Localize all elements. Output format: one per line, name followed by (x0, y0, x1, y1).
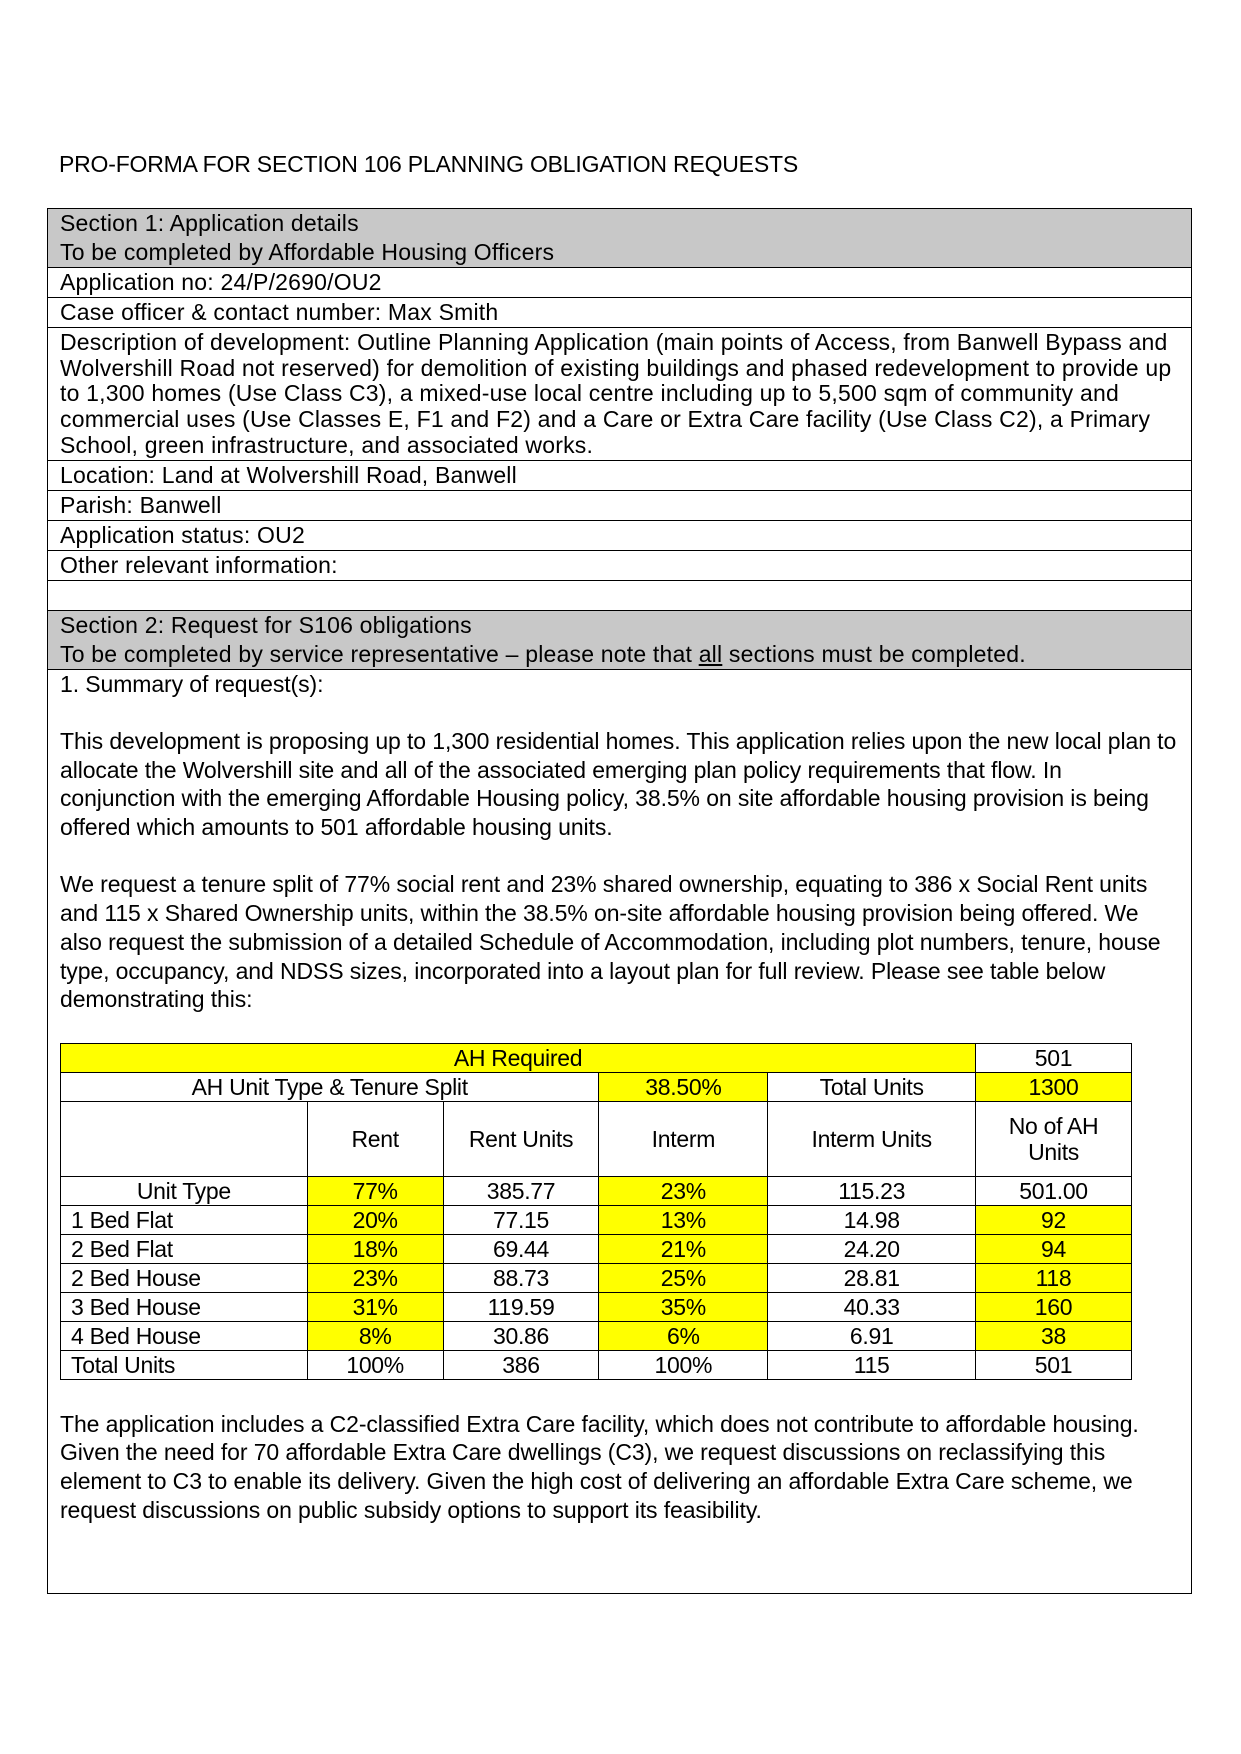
total-units-label: Total Units (768, 1072, 976, 1101)
table-cell: 4 Bed House (61, 1321, 308, 1350)
table-row (61, 1321, 1132, 1350)
table-cell: 25% (599, 1263, 768, 1292)
sub-underlined: all (698, 640, 723, 667)
split-label: AH Unit Type & Tenure Split (61, 1072, 599, 1101)
column-header: No of AH Units (976, 1101, 1132, 1176)
table-cell: 94 (976, 1234, 1132, 1263)
table-cell: 77.15 (443, 1205, 599, 1234)
ah-required-row (61, 1043, 1132, 1072)
table-cell: 13% (599, 1205, 768, 1234)
table-cell: Total Units (61, 1350, 308, 1379)
sub-text: To be completed by service representative – please note that (60, 640, 699, 667)
column-header: Interm Units (768, 1101, 976, 1176)
table-cell: 2 Bed House (61, 1263, 308, 1292)
section2-heading: Section 2: Request for S106 obligations (60, 611, 472, 638)
column-header-row (61, 1101, 1132, 1176)
section2-subheading (60, 640, 1179, 669)
section2-body (48, 670, 1191, 1594)
column-header: Interm (599, 1101, 768, 1176)
table-cell: 3 Bed House (61, 1292, 308, 1321)
table-cell: Unit Type (61, 1176, 308, 1205)
table-cell: 118 (976, 1263, 1132, 1292)
section1-header (48, 209, 1191, 268)
table-cell: 35% (599, 1292, 768, 1321)
table-row (61, 1350, 1132, 1379)
table-cell: 385.77 (443, 1176, 599, 1205)
case-officer: Case officer & contact number: Max Smith (48, 298, 1191, 328)
spacer-row (48, 581, 1191, 611)
table-cell: 23% (599, 1176, 768, 1205)
other-information: Other relevant information: (48, 551, 1191, 581)
location: Location: Land at Wolvershill Road, Banwell (48, 461, 1191, 491)
table-row (61, 1263, 1132, 1292)
table-cell: 2 Bed Flat (61, 1234, 308, 1263)
table-cell: 115.23 (768, 1176, 976, 1205)
column-header (61, 1101, 308, 1176)
application-no: Application no: 24/P/2690/OU2 (48, 268, 1191, 298)
section2-header (48, 611, 1191, 670)
table-row (61, 1176, 1132, 1205)
table-cell: 69.44 (443, 1234, 599, 1263)
section1-subheading: To be completed by Affordable Housing Officers (60, 239, 555, 265)
ah-tenure-table (60, 1043, 1132, 1380)
parish: Parish: Banwell (48, 491, 1191, 521)
table-cell: 30.86 (443, 1321, 599, 1350)
total-units-value: 1300 (976, 1072, 1132, 1101)
table-cell: 501 (976, 1350, 1132, 1379)
table-cell: 28.81 (768, 1263, 976, 1292)
table-cell: 1 Bed Flat (61, 1205, 308, 1234)
table-cell: 31% (307, 1292, 443, 1321)
table-cell: 100% (307, 1350, 443, 1379)
table-cell: 23% (307, 1263, 443, 1292)
table-cell: 88.73 (443, 1263, 599, 1292)
table-cell: 77% (307, 1176, 443, 1205)
column-header: Rent (307, 1101, 443, 1176)
table-cell: 20% (307, 1205, 443, 1234)
ah-required-value: 501 (976, 1043, 1132, 1072)
summary-paragraph-1: This development is proposing up to 1,300 residential homes. This application relies upon the new local plan to allocate the Wolvershill site and all of the associated emerging plan policy requirements that flow. In conjunction with the emerging Affordable Housing policy, 38.5% on site affordable housing provision is being offered which amounts to 501 affordable housing units. (60, 727, 1177, 841)
document-title: PRO-FORMA FOR SECTION 106 PLANNING OBLIGATION REQUESTS (59, 151, 798, 177)
table-cell: 24.20 (768, 1234, 976, 1263)
application-status: Application status: OU2 (48, 521, 1191, 551)
table-cell: 100% (599, 1350, 768, 1379)
split-percent: 38.50% (599, 1072, 768, 1101)
summary-label: 1. Summary of request(s): (60, 670, 324, 697)
table-cell: 92 (976, 1205, 1132, 1234)
section1-heading: Section 1: Application details (60, 210, 359, 236)
table-cell: 6% (599, 1321, 768, 1350)
table-cell: 386 (443, 1350, 599, 1379)
table-cell: 38 (976, 1321, 1132, 1350)
column-header: Rent Units (443, 1101, 599, 1176)
development-description: Description of development: Outline Planning Application (main points of Access, from Banwell Bypass and Wolvershill Road not reserved) for demolition of existing buildings and phased redevelopment to provide up to 1,300 homes (Use Class C3), a mixed-use local centre including up to 5,500 sqm of community and commercial uses (Use Classes E, F1 and F2) and a Care or Extra Care facility (Use Class C2), a Primary School, green infrastructure, and associated works. (48, 328, 1191, 461)
table-cell: 14.98 (768, 1205, 976, 1234)
proforma-form (47, 208, 1192, 1594)
ah-required-label: AH Required (61, 1043, 976, 1072)
table-row (61, 1292, 1132, 1321)
summary-paragraph-2: We request a tenure split of 77% social rent and 23% shared ownership, equating to 386 x Social Rent units and 115 x Shared Ownership units, within the 38.5% on-site affordable housing provision being offered. We also request the submission of a detailed Schedule of Accommodation, including plot numbers, tenure, house type, occupancy, and NDSS sizes, incorporated into a layout plan for full review. Please see table below demonstrating this: (60, 871, 1161, 1013)
table-cell: 8% (307, 1321, 443, 1350)
summary-paragraph-3: The application includes a C2-classified Extra Care facility, which does not contribute to affordable housing. Given the need for 70 affordable Extra Care dwellings (C3), we request discussions on reclassifying this element to C3 to enable its delivery. Given the high cost of delivering an affordable Extra Care scheme, we request discussions on public subsidy options to support its feasibility. (60, 1410, 1139, 1523)
table-cell: 21% (599, 1234, 768, 1263)
table-cell: 40.33 (768, 1292, 976, 1321)
table-cell: 115 (768, 1350, 976, 1379)
table-cell: 501.00 (976, 1176, 1132, 1205)
split-row (61, 1072, 1132, 1101)
sub-text: sections must be completed. (722, 640, 1026, 667)
table-row (61, 1234, 1132, 1263)
table-cell: 160 (976, 1292, 1132, 1321)
table-row (61, 1205, 1132, 1234)
table-cell: 119.59 (443, 1292, 599, 1321)
table-cell: 6.91 (768, 1321, 976, 1350)
table-cell: 18% (307, 1234, 443, 1263)
